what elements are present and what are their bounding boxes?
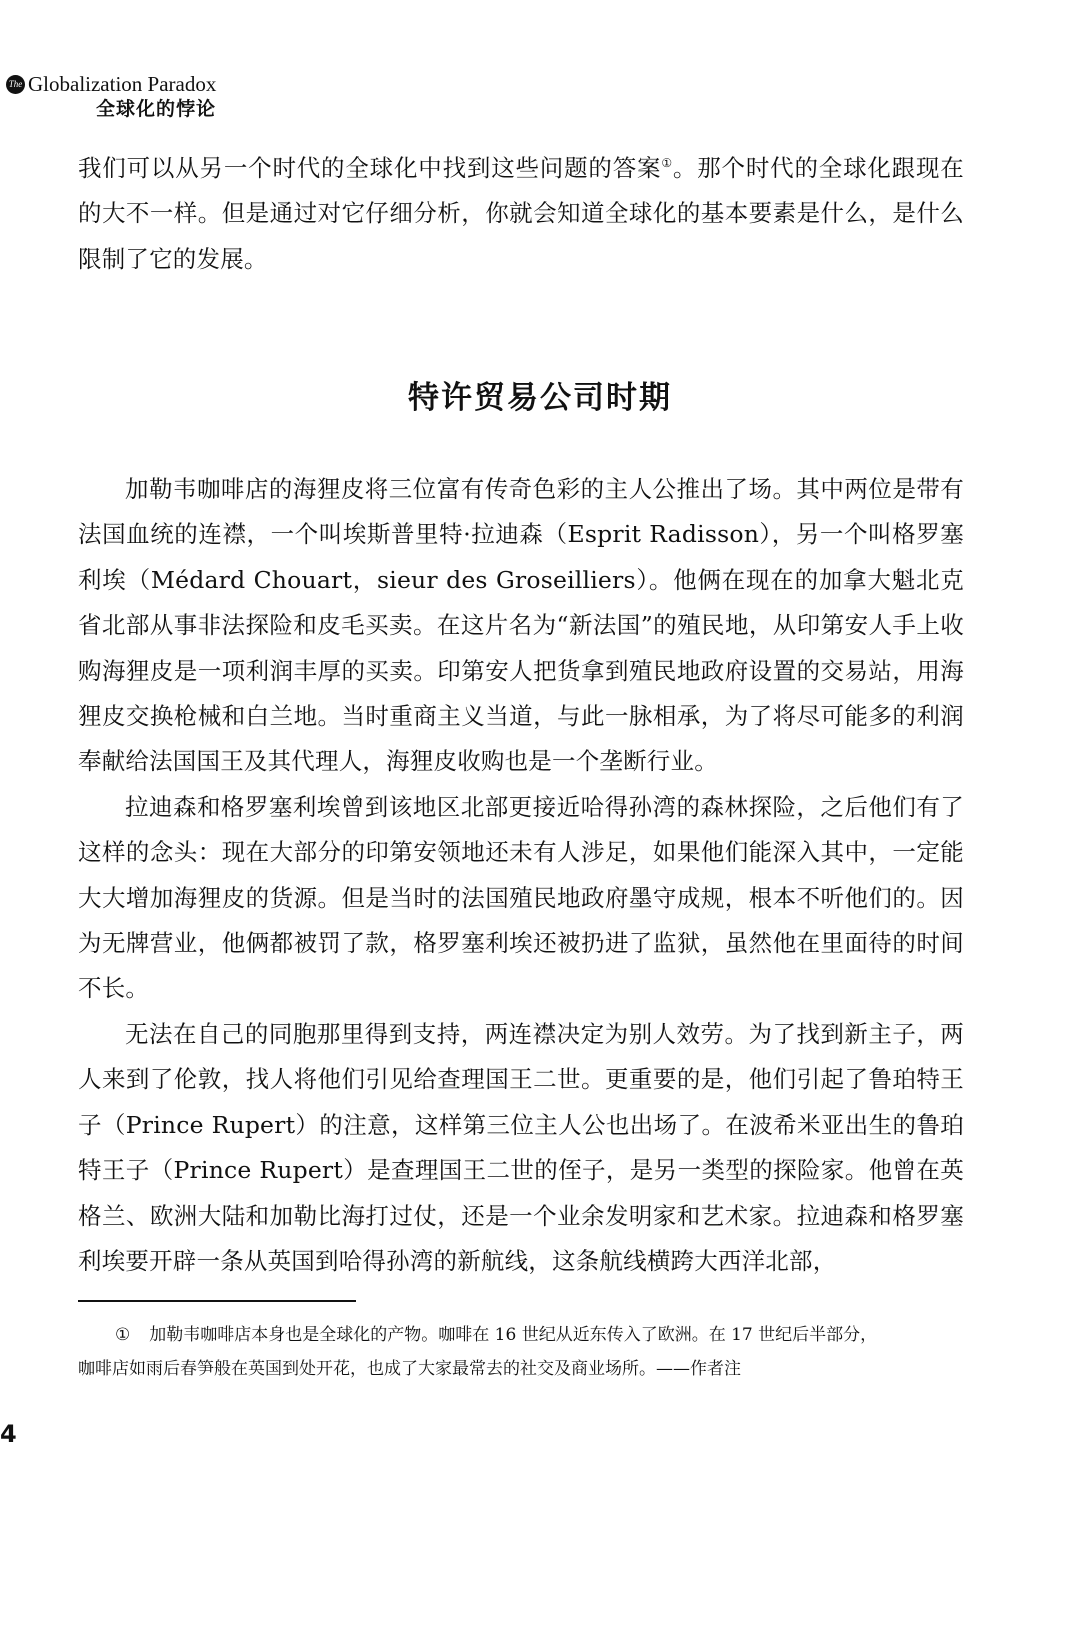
footnote bbox=[78, 1318, 964, 1386]
footnote-text-1: 加勒韦咖啡店本身也是全球化的产物。咖啡在 16 世纪从近东传入了欧洲。在 17 世纪后半部分， bbox=[149, 1325, 878, 1345]
book-title-en-line bbox=[6, 72, 216, 96]
intro-text-start: 我们可以从另一个时代的全球化中找到这些问题的答案 bbox=[78, 154, 662, 182]
body-paragraph-2: 拉迪森和格罗塞利埃曾到该地区北部更接近哈得孙湾的森林探险，之后他们有了这样的念头：现在大部分的印第安领地还未有人涉足，如果他们能深入其中，一定能大大增加海狸皮的货源。但是当时的法国殖民地政府墨守成规，根本不听他们的。因为无牌营业，他俩都被罚了款，格罗塞利埃还被扔进了监狱，虽然他在里面待的时间不长。 bbox=[78, 792, 964, 1003]
body-paragraph-3: 无法在自己的同胞那里得到支持，两连襟决定为别人效劳。为了找到新主子，两人来到了伦敦，找人将他们引见给查理国王二世。更重要的是，他们引起了鲁珀特王子（Prince Rupert）的注意，这样第三位主人公也出场了。在波希米亚出生的鲁珀特王子（Prince Rupert）是查理国王二世的侄子，是另一类型的探险家。他曾在英格兰、欧洲大陆和加勒比海打过仗，还是一个业余发明家和艺术家。拉迪森和格罗塞利埃要开辟一条从英国到哈得孙湾的新航线，这条航线横跨大西洋北部， bbox=[78, 1019, 964, 1275]
section-heading: 特许贸易公司时期 bbox=[408, 380, 672, 416]
footnote-line-2: 咖啡店如雨后春笋般在英国到处开花，也成了大家最常去的社交及商业场所。——作者注 bbox=[78, 1359, 741, 1379]
footnote-marker: ① bbox=[115, 1325, 131, 1345]
intro-text-end: 。那个时代的全球化跟现在的大不一样。但是通过对它仔细分析，你就会知道全球化的基本要素是什么，是什么限制了它的发展。 bbox=[78, 154, 964, 273]
footnote-divider bbox=[78, 1300, 356, 1302]
footnote-reference[interactable]: ① bbox=[661, 156, 673, 171]
book-title-zh: 全球化的悖论 bbox=[96, 98, 217, 120]
running-header bbox=[6, 72, 216, 121]
intro-block bbox=[78, 146, 964, 282]
body-text bbox=[78, 467, 964, 1284]
intro-paragraph bbox=[78, 146, 964, 282]
footnote-line-1 bbox=[78, 1318, 964, 1352]
body-paragraph-1: 加勒韦咖啡店的海狸皮将三位富有传奇色彩的主人公推出了场。其中两位是带有法国血统的连襟，一个叫埃斯普里特·拉迪森（Esprit Radisson），另一个叫格罗塞利埃（Médard Chouart，sieur des Groseilliers）。他俩在现在的加拿大魁北克省北部从事非法探险和皮毛买卖。在这片名为“新法国”的殖民地，从印第安人手上收购海狸皮是一项利润丰厚的买卖。印第安人把货拿到殖民地政府设置的交易站，用海狸皮交换枪械和白兰地。当时重商主义当道，与此一脉相承，为了将尽可能多的利润奉献给法国国王及其代理人，海狸皮收购也是一个垄断行业。 bbox=[78, 475, 964, 776]
page-number: 4 bbox=[0, 1420, 17, 1448]
book-title-en: Globalization Paradox bbox=[28, 72, 217, 96]
book-logo-badge: The bbox=[6, 75, 25, 94]
